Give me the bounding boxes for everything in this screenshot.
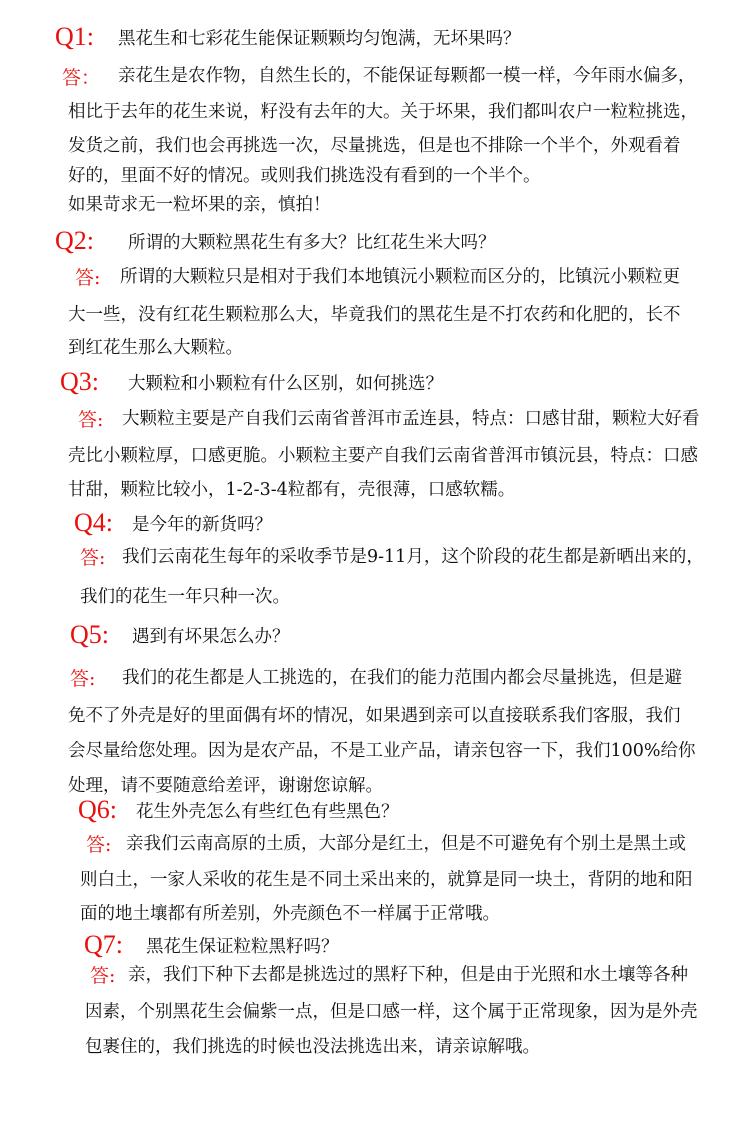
answer-label: 答:	[80, 547, 106, 569]
answer-line: 发货之前，我们也会再挑选一次，尽量挑选，但是也不排除一个半个，外观看着	[68, 136, 681, 156]
question-text: 遇到有坏果怎么办？	[132, 627, 290, 647]
question-label: Q5:	[70, 620, 109, 649]
question-text: 黑花生保证粒粒黑籽吗？	[146, 937, 339, 957]
question-label: Q3:	[60, 367, 99, 396]
question-label: Q2:	[55, 226, 94, 255]
answer-line: 会尽量给您处理。因为是农产品，不是工业产品，请亲包容一下，我们100%给你	[68, 741, 696, 761]
question-label: Q7:	[84, 930, 123, 959]
answer-label: 答:	[78, 409, 104, 431]
answer-line: 大一些，没有红花生颗粒那么大，毕竟我们的黑花生是不打农药和化肥的，长不	[68, 305, 681, 325]
answer-line: 包裹住的，我们挑选的时候也没法挑选出来，请亲谅解哦。	[85, 1037, 540, 1057]
question-text: 所谓的大颗粒黑花生有多大？比红花生米大吗？	[128, 233, 496, 253]
answer-line: 到红花生那么大颗粒。	[68, 338, 243, 358]
answer-label: 答:	[86, 834, 112, 856]
question-text: 是今年的新货吗？	[132, 515, 272, 535]
answer-label: 答：	[62, 67, 101, 89]
answer-line: 我们的花生都是人工挑选的，在我们的能力范围内都会尽量挑选，但是避	[122, 668, 682, 688]
answer-label: 答:	[75, 267, 101, 289]
answer-line: 大颗粒主要是产自我们云南省普洱市孟连县，特点：口感甘甜，颗粒大好看	[122, 409, 700, 429]
answer-line: 则白土，一家人采收的花生是不同土采出来的，就算是同一块土，背阴的地和阳	[80, 870, 693, 890]
answer-line: 我们云南花生每年的采收季节是9-11月，这个阶段的花生都是新晒出来的，	[122, 547, 704, 567]
question-text: 大颗粒和小颗粒有什么区别，如何挑选？	[128, 374, 443, 394]
answer-line: 我们的花生一年只种一次。	[80, 587, 290, 607]
question-label: Q6:	[78, 795, 117, 824]
answer-line: 如果苛求无一粒坏果的亲，慎拍！	[68, 195, 331, 215]
answer-line: 免不了外壳是好的里面偶有坏的情况，如果遇到亲可以直接联系我们客服，我们	[68, 706, 681, 726]
answer-label: 答:	[70, 668, 96, 690]
answer-line: 亲，我们下种下去都是挑选过的黑籽下种，但是由于光照和水土壤等各种	[128, 965, 688, 985]
answer-line: 亲花生是农作物，自然生长的，不能保证每颗都一模一样，今年雨水偏多，	[118, 66, 696, 86]
answer-line: 面的地土壤都有所差别，外壳颜色不一样属于正常哦。	[80, 904, 500, 924]
answer-line: 相比于去年的花生来说，籽没有去年的大。关于坏果，我们都叫农户一粒粒挑选，	[68, 102, 698, 122]
answer-line: 亲我们云南高原的土质，大部分是红土，但是不可避免有个别土是黑土或	[126, 834, 686, 854]
answer-line: 好的，里面不好的情况。或则我们挑选没有看到的一个半个。	[68, 166, 541, 186]
answer-line: 甘甜，颗粒比较小，1-2-3-4粒都有，壳很薄，口感软糯。	[68, 480, 516, 500]
answer-line: 因素，个别黑花生会偏紫一点，但是口感一样，这个属于正常现象，因为是外壳	[85, 1002, 698, 1022]
answer-line: 壳比小颗粒厚，口感更脆。小颗粒主要产自我们云南省普洱市镇沅县，特点：口感	[68, 446, 698, 466]
question-label: Q4:	[74, 508, 113, 537]
question-label: Q1:	[55, 22, 94, 51]
answer-line: 所谓的大颗粒只是相对于我们本地镇沅小颗粒而区分的，比镇沅小颗粒更	[120, 267, 680, 287]
question-text: 黑花生和七彩花生能保证颗颗均匀饱满，无坏果吗？	[118, 29, 521, 49]
answer-label: 答:	[90, 965, 116, 987]
question-text: 花生外壳怎么有些红色有些黑色？	[136, 802, 399, 822]
answer-line: 处理，请不要随意给差评，谢谢您谅解。	[68, 776, 383, 796]
